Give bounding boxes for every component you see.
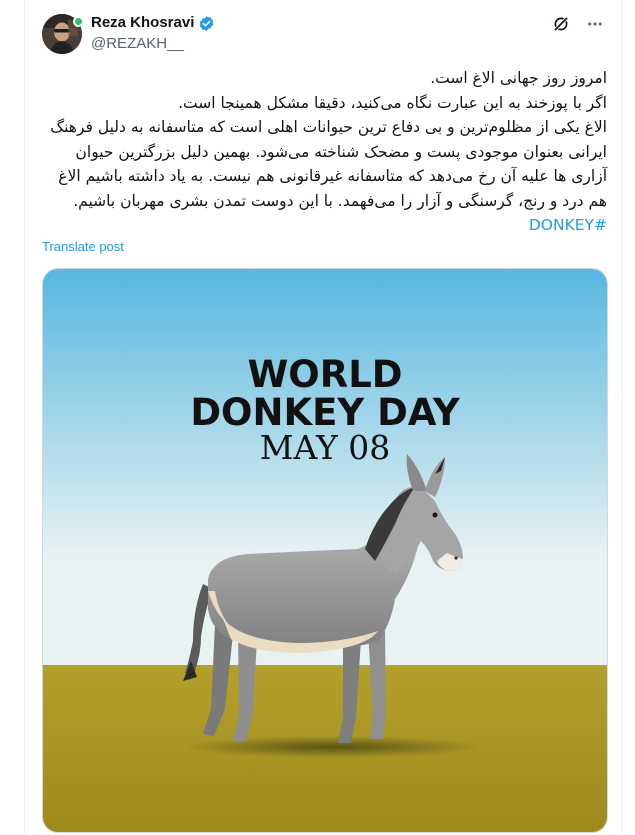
author-name-row bbox=[91, 13, 215, 33]
image-title-line1: WORLD bbox=[247, 353, 403, 396]
donkey-shadow bbox=[183, 736, 483, 758]
post-media-image[interactable] bbox=[42, 268, 608, 833]
image-title-line2: DONKEY DAY bbox=[190, 391, 460, 434]
verified-badge-icon bbox=[198, 15, 215, 32]
online-indicator bbox=[73, 16, 84, 27]
post-text bbox=[42, 66, 607, 238]
grok-icon[interactable] bbox=[551, 14, 571, 34]
translate-post-link[interactable]: Translate post bbox=[42, 239, 124, 254]
post-line: امروز روز جهانی الاغ است. bbox=[430, 69, 607, 87]
post-line bbox=[42, 115, 607, 238]
post-line: اگر با پوزخند به این عبارت نگاه می‌کنید، دقیقا مشکل همینجا است. bbox=[178, 93, 607, 112]
post-header-actions bbox=[551, 14, 605, 34]
post-line-body: الاغ یکی از مظلوم‌ترین و بی دفاع ترین حیوانات اهلی است که متاسفانه به دلیل فرهنگ ایرانی بعنوان موجودی پست و مضحک شناخته می‌شود. بهمین دلیل بزرگترین حیوان آزاری ها علیه آن رخ می‌دهد که متاسفانه غیرقانونی هم نیست. به یاد داشته باشیم الاغ هم درد و رنج، گرسنگی و آزار را می‌فهمد. با این دوست تمدن بشری مهربان باشیم. bbox=[50, 118, 607, 210]
author-handle[interactable]: @REZAKH__ bbox=[91, 35, 184, 52]
post-card[interactable] bbox=[24, 0, 622, 835]
author-display-name[interactable]: Reza Khosravi bbox=[91, 14, 195, 31]
image-date: MAY 08 bbox=[259, 428, 391, 467]
world-donkey-day-illustration bbox=[43, 269, 607, 832]
hashtag-link[interactable]: #DONKEY bbox=[528, 216, 607, 234]
more-icon[interactable] bbox=[585, 14, 605, 34]
